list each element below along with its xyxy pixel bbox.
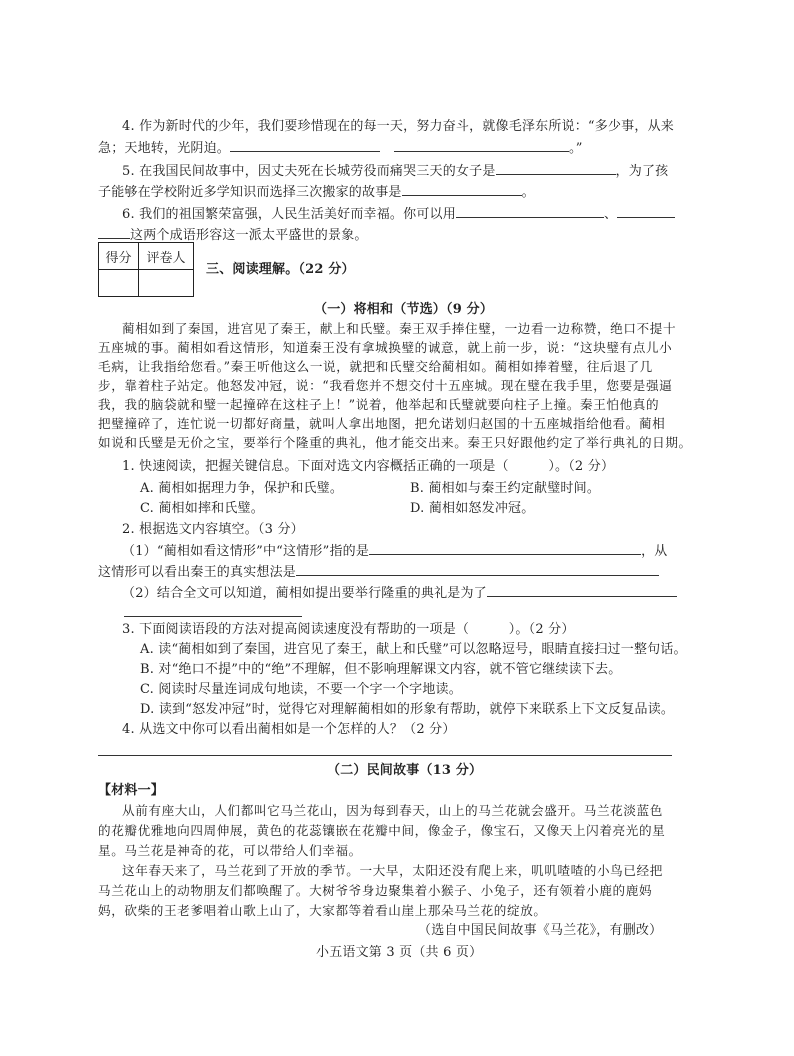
q4-line2 (98, 138, 583, 158)
q5-blank-1[interactable] (496, 161, 616, 175)
q2-sub1-text: （1）“蔺相如看这情形”中“这情形”指的是 (122, 544, 370, 559)
q3-option-d[interactable]: D. 读到“怒发冲冠”时，觉得它对理解蔺相如的形象有帮助，就停下来联系上下文反复品读。 (140, 702, 675, 717)
q2-sub2 (122, 583, 677, 603)
passage2-line: 马兰花山上的动物朋友们都唤醒了。大树爷爷身边聚集着小猴子、小兔子，还有领着小鹿的鹿妈 (98, 883, 653, 898)
q5-blank-2[interactable] (402, 182, 522, 196)
q1-option-d[interactable]: D. 蔺相如怒发冲冠。 (410, 501, 535, 516)
q4-end: 。” (569, 141, 583, 156)
passage1-line: 蔺相如到了秦国，进宫见了秦王，献上和氏璧。秦王双手捧住璧，一边看一边称赞，绝口不提十 (122, 321, 677, 336)
material-label: 【材料一】 (98, 783, 165, 798)
q5-text-3: 子能够在学校附近多学知识而选择三次搬家的故事是 (98, 185, 402, 200)
q4b-stem: 4. 从选文中你可以看出蔺相如是一个怎样的人？（2 分） (122, 722, 456, 737)
passage1-line: 五座城的事。蔺相如看这情形，知道秦王没有拿城换璧的诚意，就上前一步，说：“这块璧有点儿小 (98, 340, 673, 355)
passage1-line: 如说和氏璧是无价之宝，要举行个隆重的典礼，他才能交出来。秦王只好跟他约定了举行典礼的日期。 (98, 435, 692, 450)
passage2-line: 妈，砍柴的王老爹唱着山歌上山了，大家都等着看山崖上那朵马兰花的绽放。 (98, 903, 547, 918)
q4-line1: 4. 作为新时代的少年，我们要珍惜现在的每一天，努力奋斗，就像毛泽东所说：“多少事，从来 (122, 119, 674, 134)
q2-sub1 (122, 541, 667, 561)
passage1-line: 把璧撞碎了，连忙说一切都好商量，就叫人拿出地图，把允诺划归赵国的十五座城指给他看。蔺相 (98, 416, 666, 431)
q2-sub2-text: （2）结合全文可以知道，蔺相如提出要举行隆重的典礼是为了 (122, 586, 487, 601)
q2-answer-line[interactable] (124, 616, 302, 617)
page-footer: 小五语文第 3 页（共 6 页） (316, 945, 483, 960)
score-cell[interactable] (99, 270, 139, 297)
q1-stem: 1. 快速阅读，把握关键信息。下面对选文内容概括正确的一项是（ ）。（2 分） (122, 459, 615, 474)
passage1-line: 我，我的脑袋就和璧一起撞碎在这柱子上！”说着，他举起和氏璧就要向柱子上撞。秦王怕他真的 (98, 397, 660, 412)
q5-line1 (122, 161, 668, 181)
q6-sep: 、 (603, 207, 618, 222)
q4b-answer-line[interactable] (98, 755, 672, 756)
passage1-line: 步，靠着柱子站定。他怒发冲冠，说：“我看您并不想交付十五座城。现在璧在我手里，您要是强逼 (98, 378, 673, 393)
q2-blank-3[interactable] (487, 583, 677, 597)
q3-stem: 3. 下面阅读语段的方法对提高阅读速度没有帮助的一项是（ ）。（2 分） (122, 622, 575, 637)
q3-option-c[interactable]: C. 阅读时尽量连词成句地读，不要一个字一个字地读。 (140, 682, 462, 697)
q3-option-b[interactable]: B. 对“绝口不提”中的“绝”不理解，但不影响理解课文内容，就不管它继续读下去。 (140, 662, 622, 677)
q5-end: 。 (521, 185, 535, 200)
passage2-title: （二）民间故事（13 分） (327, 763, 483, 778)
passage2-line: 的花瓣优雅地向四周伸展，黄色的花蕊镶嵌在花瓣中间，像金子，像宝石，又像天上闪着亮光的星 (98, 823, 666, 838)
q6-text-1: 6. 我们的祖国繁荣富强，人民生活美好而幸福。你可以用 (122, 207, 456, 222)
q2-stem: 2. 根据选文内容填空。（3 分） (122, 522, 304, 537)
passage2-source: （选自中国民间故事《马兰花》，有删改） (418, 923, 663, 938)
score-label: 得分 (99, 243, 139, 270)
q1-option-c[interactable]: C. 蔺相如摔和氏璧。 (140, 501, 264, 516)
q5-line2 (98, 182, 535, 202)
grader-cell[interactable] (139, 270, 194, 297)
passage2-line: 星。马兰花是神奇的花，可以带给人们幸福。 (98, 843, 362, 858)
q6-blank-1[interactable] (456, 204, 604, 218)
score-box (98, 242, 194, 297)
q2-blank-2[interactable] (296, 562, 659, 576)
q5-text-1: 5. 在我国民间故事中，因丈夫死在长城劳役而痛哭三天的女子是 (122, 164, 496, 179)
passage1-title: （一）将相和（节选）（9 分） (314, 302, 494, 317)
q2-sub1-end: ，从 (641, 544, 668, 559)
q5-text-2: ，为了孩 (615, 164, 669, 179)
q4-text: 急；天地转，光阴迫。 (98, 141, 231, 156)
grader-label: 评卷人 (139, 243, 194, 270)
q2-blank-1[interactable] (369, 541, 641, 555)
q4-blank-2[interactable] (394, 138, 569, 152)
q2-sub1-line2 (98, 562, 659, 582)
q6-line1 (122, 204, 675, 224)
q6-blank-3[interactable] (98, 225, 130, 239)
passage1-line: 毛病，让我指给您看。”秦王听他这么一说，就把和氏璧交给蔺相如。蔺相如捧着璧，往后退了几 (98, 359, 653, 374)
q3-option-a[interactable]: A. 读“蔺相如到了秦国，进宫见了秦王，献上和氏璧”可以忽略逗号，眼睛直接扫过一整句话。 (140, 642, 687, 657)
q6-blank-2[interactable] (617, 204, 675, 218)
q1-option-b[interactable]: B. 蔺相如与秦王约定献璧时间。 (410, 481, 601, 496)
passage2-line: 这年春天来了，马兰花到了开放的季节。一大早，太阳还没有爬上来，叽叽喳喳的小鸟已经把 (122, 863, 663, 878)
q1-option-a[interactable]: A. 蔺相如据理力争，保护和氏璧。 (140, 481, 344, 496)
passage2-line: 从前有座大山，人们都叫它马兰花山，因为每到春天，山上的马兰花就会盛开。马兰花淡蓝色 (122, 803, 663, 818)
q4-blank-1[interactable] (230, 138, 380, 152)
q2-sub1-line2-text: 这情形可以看出秦王的真实想法是 (98, 565, 297, 580)
q6-text-2: 这两个成语形容这一派太平盛世的景象。 (130, 228, 368, 243)
section3-title: 三、阅读理解。（22 分） (206, 262, 355, 277)
